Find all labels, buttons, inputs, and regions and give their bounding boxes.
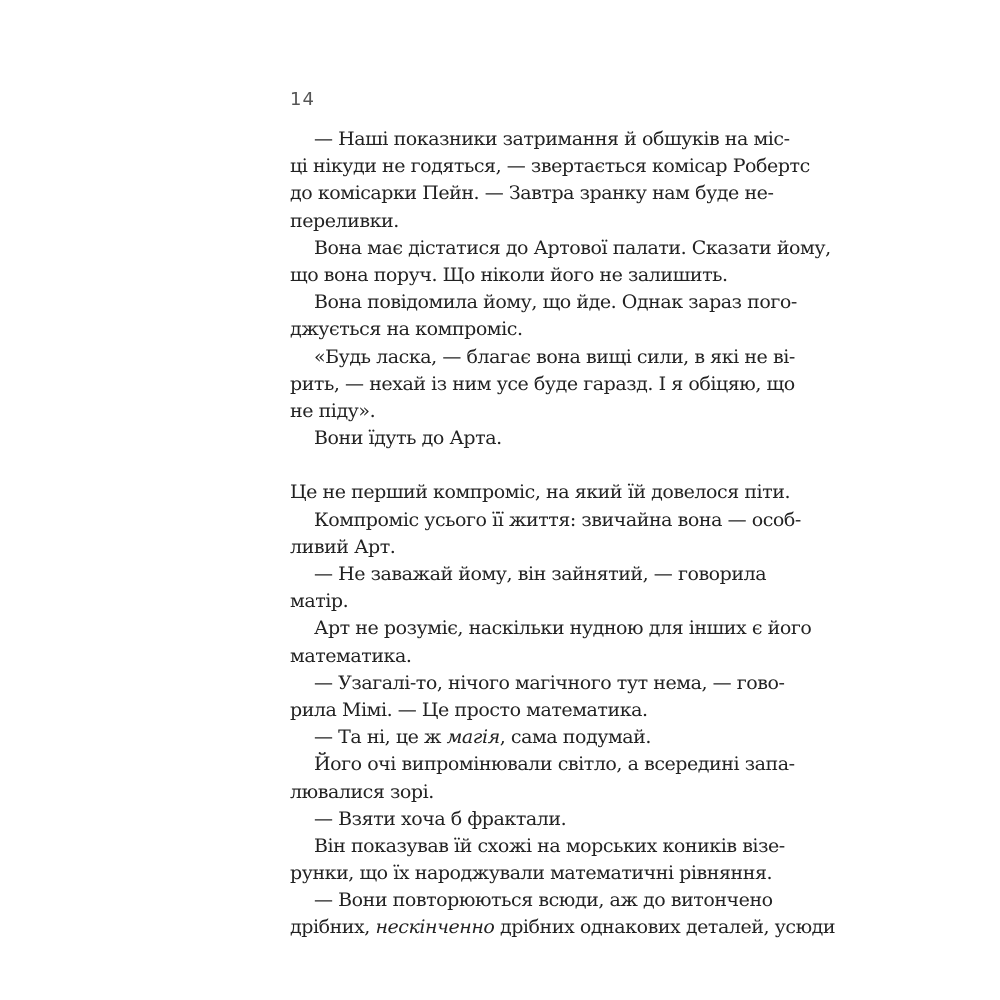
text-line: ці нікуди не годяться, — звертається комісар Робертс: [290, 155, 810, 178]
text-line: Компроміс усього її життя: звичайна вона — особ-: [314, 508, 801, 531]
text-line: [290, 724, 740, 751]
text-line: не піду».: [290, 399, 376, 422]
text-line: Його очі випромінювали світло, а всередині запа-: [314, 753, 795, 776]
text-line: ливий Арт.: [290, 535, 396, 558]
text-segment: , сама подумай.: [499, 726, 651, 749]
page-number: 14: [290, 89, 315, 110]
text-line: — Наші показники затримання й обшуків на міс-: [314, 128, 790, 150]
text-line: джується на компроміс.: [290, 318, 523, 341]
text-line: — Взяти хоча б фрактали.: [314, 807, 567, 830]
text-line: Арт не розуміє, наскільки нудною для інших є його: [314, 617, 812, 640]
text-line: «Будь ласка, — благає вона вищі сили, в які не ві-: [314, 345, 795, 368]
emphasis: нескінченно: [375, 916, 495, 939]
text-line: матір.: [290, 590, 349, 613]
text-line: переливки.: [290, 209, 399, 232]
text-line: рить, — нехай із ним усе буде гаразд. І я обіцяю, що: [290, 372, 795, 395]
text-line: математика.: [290, 644, 412, 667]
text-line: Він показував їй схожі на морських коників візе-: [314, 834, 785, 857]
text-line: [290, 914, 836, 941]
text-line: що вона поруч. Що ніколи його не залишить.: [290, 263, 728, 286]
text-line: — Узагалі-то, нічого магічного тут нема, — гово-: [314, 671, 785, 694]
text-line: рила Мімі. — Це просто математика.: [290, 698, 648, 721]
section-break: [290, 452, 740, 479]
text-line: до комісарки Пейн. — Завтра зранку нам буде не-: [290, 182, 774, 205]
text-line: лювалися зорі.: [290, 780, 434, 803]
text-line: Це не перший компроміс, на який їй довелося піти.: [290, 481, 791, 504]
text-line: рунки, що їх народжували математичні рівняння.: [290, 862, 773, 885]
text-line: Вона повідомила йому, що йде. Однак зараз пого-: [314, 291, 797, 314]
text-line: Вони їдуть до Арта.: [314, 427, 502, 450]
emphasis: магія: [446, 726, 500, 749]
text-line: — Не заважай йому, він зайнятий, — говорила: [314, 563, 767, 585]
text-segment: — Та ні, це ж: [314, 726, 447, 749]
book-text: [290, 126, 836, 942]
text-line: — Вони повторюються всюди, аж до витончено: [314, 889, 773, 912]
text-line: Вона має дістатися до Артової палати. Сказати йому,: [314, 236, 831, 259]
text-segment: дрібних,: [290, 916, 376, 939]
text-segment: дрібних однакових деталей, усюди: [494, 916, 836, 939]
